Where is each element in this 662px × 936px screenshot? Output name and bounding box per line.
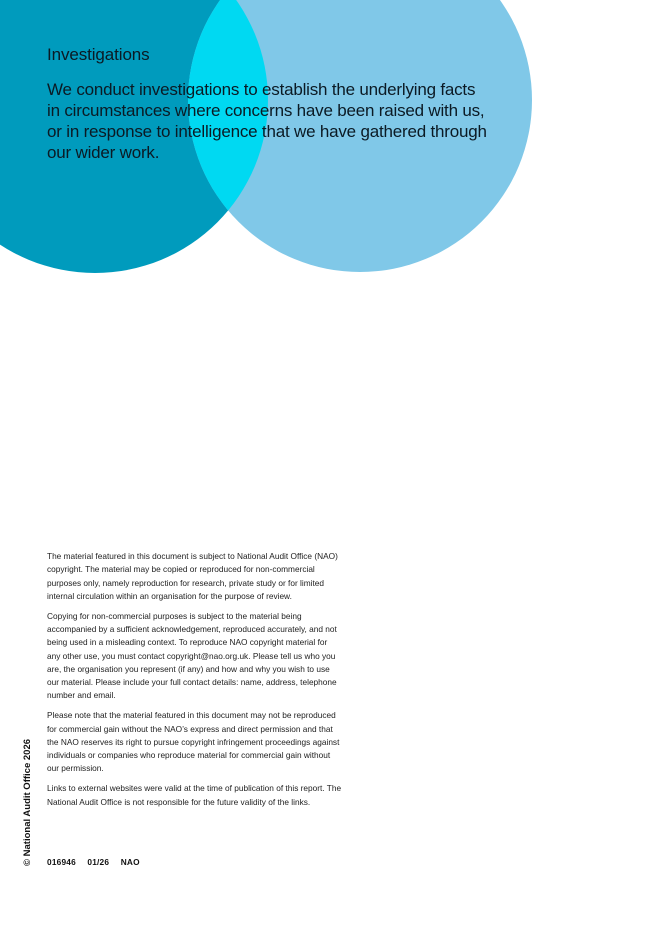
section-lead-text: We conduct investigations to establish the underlying facts in circumstances where concerns have been raised with us, or in response to intelligence that we have gathered through our wider work. bbox=[47, 80, 487, 162]
copyright-line: © National Audit Office 2026 bbox=[22, 738, 33, 866]
publication-codes bbox=[47, 857, 149, 867]
legal-paragraph: Links to external websites were valid at the time of publication of this report. The National Audit Office is not responsible for the future validity of the links. bbox=[47, 783, 342, 807]
organisation-code: NAO bbox=[120, 857, 140, 867]
reference-number: 016946 bbox=[47, 857, 76, 867]
copyright-notice bbox=[47, 550, 342, 815]
legal-paragraph: Please note that the material featured in this document may not be reproduced for commercial gain without the NAO’s express and direct permission and that the NAO reserves its right to pursue copyright infringement proceedings against individuals or companies who reproduce material for commercial gain without our permission. bbox=[47, 710, 340, 774]
publication-date: 01/26 bbox=[87, 857, 110, 867]
section-heading: Investigations bbox=[47, 45, 150, 64]
legal-paragraph: The material featured in this document is subject to National Audit Office (NAO) copyright. The material may be copied or reproduced for non-commercial purposes only, namely reproduction for research, private study or for limited internal circulation within an organisation for the purpose of review. bbox=[47, 551, 338, 601]
legal-paragraph: Copying for non-commercial purposes is subject to the material being accompanied by a sufficient acknowledgement, reproduced accurately, and not being used in a misleading context. To reproduce NAO copyright material for any other use, you must contact copyright@nao.org.uk. Please tell us who you are, the organisation you represent (if any) and how and why you wish to use our material. Please include your full contact details: name, address, telephone number and email. bbox=[47, 610, 337, 701]
